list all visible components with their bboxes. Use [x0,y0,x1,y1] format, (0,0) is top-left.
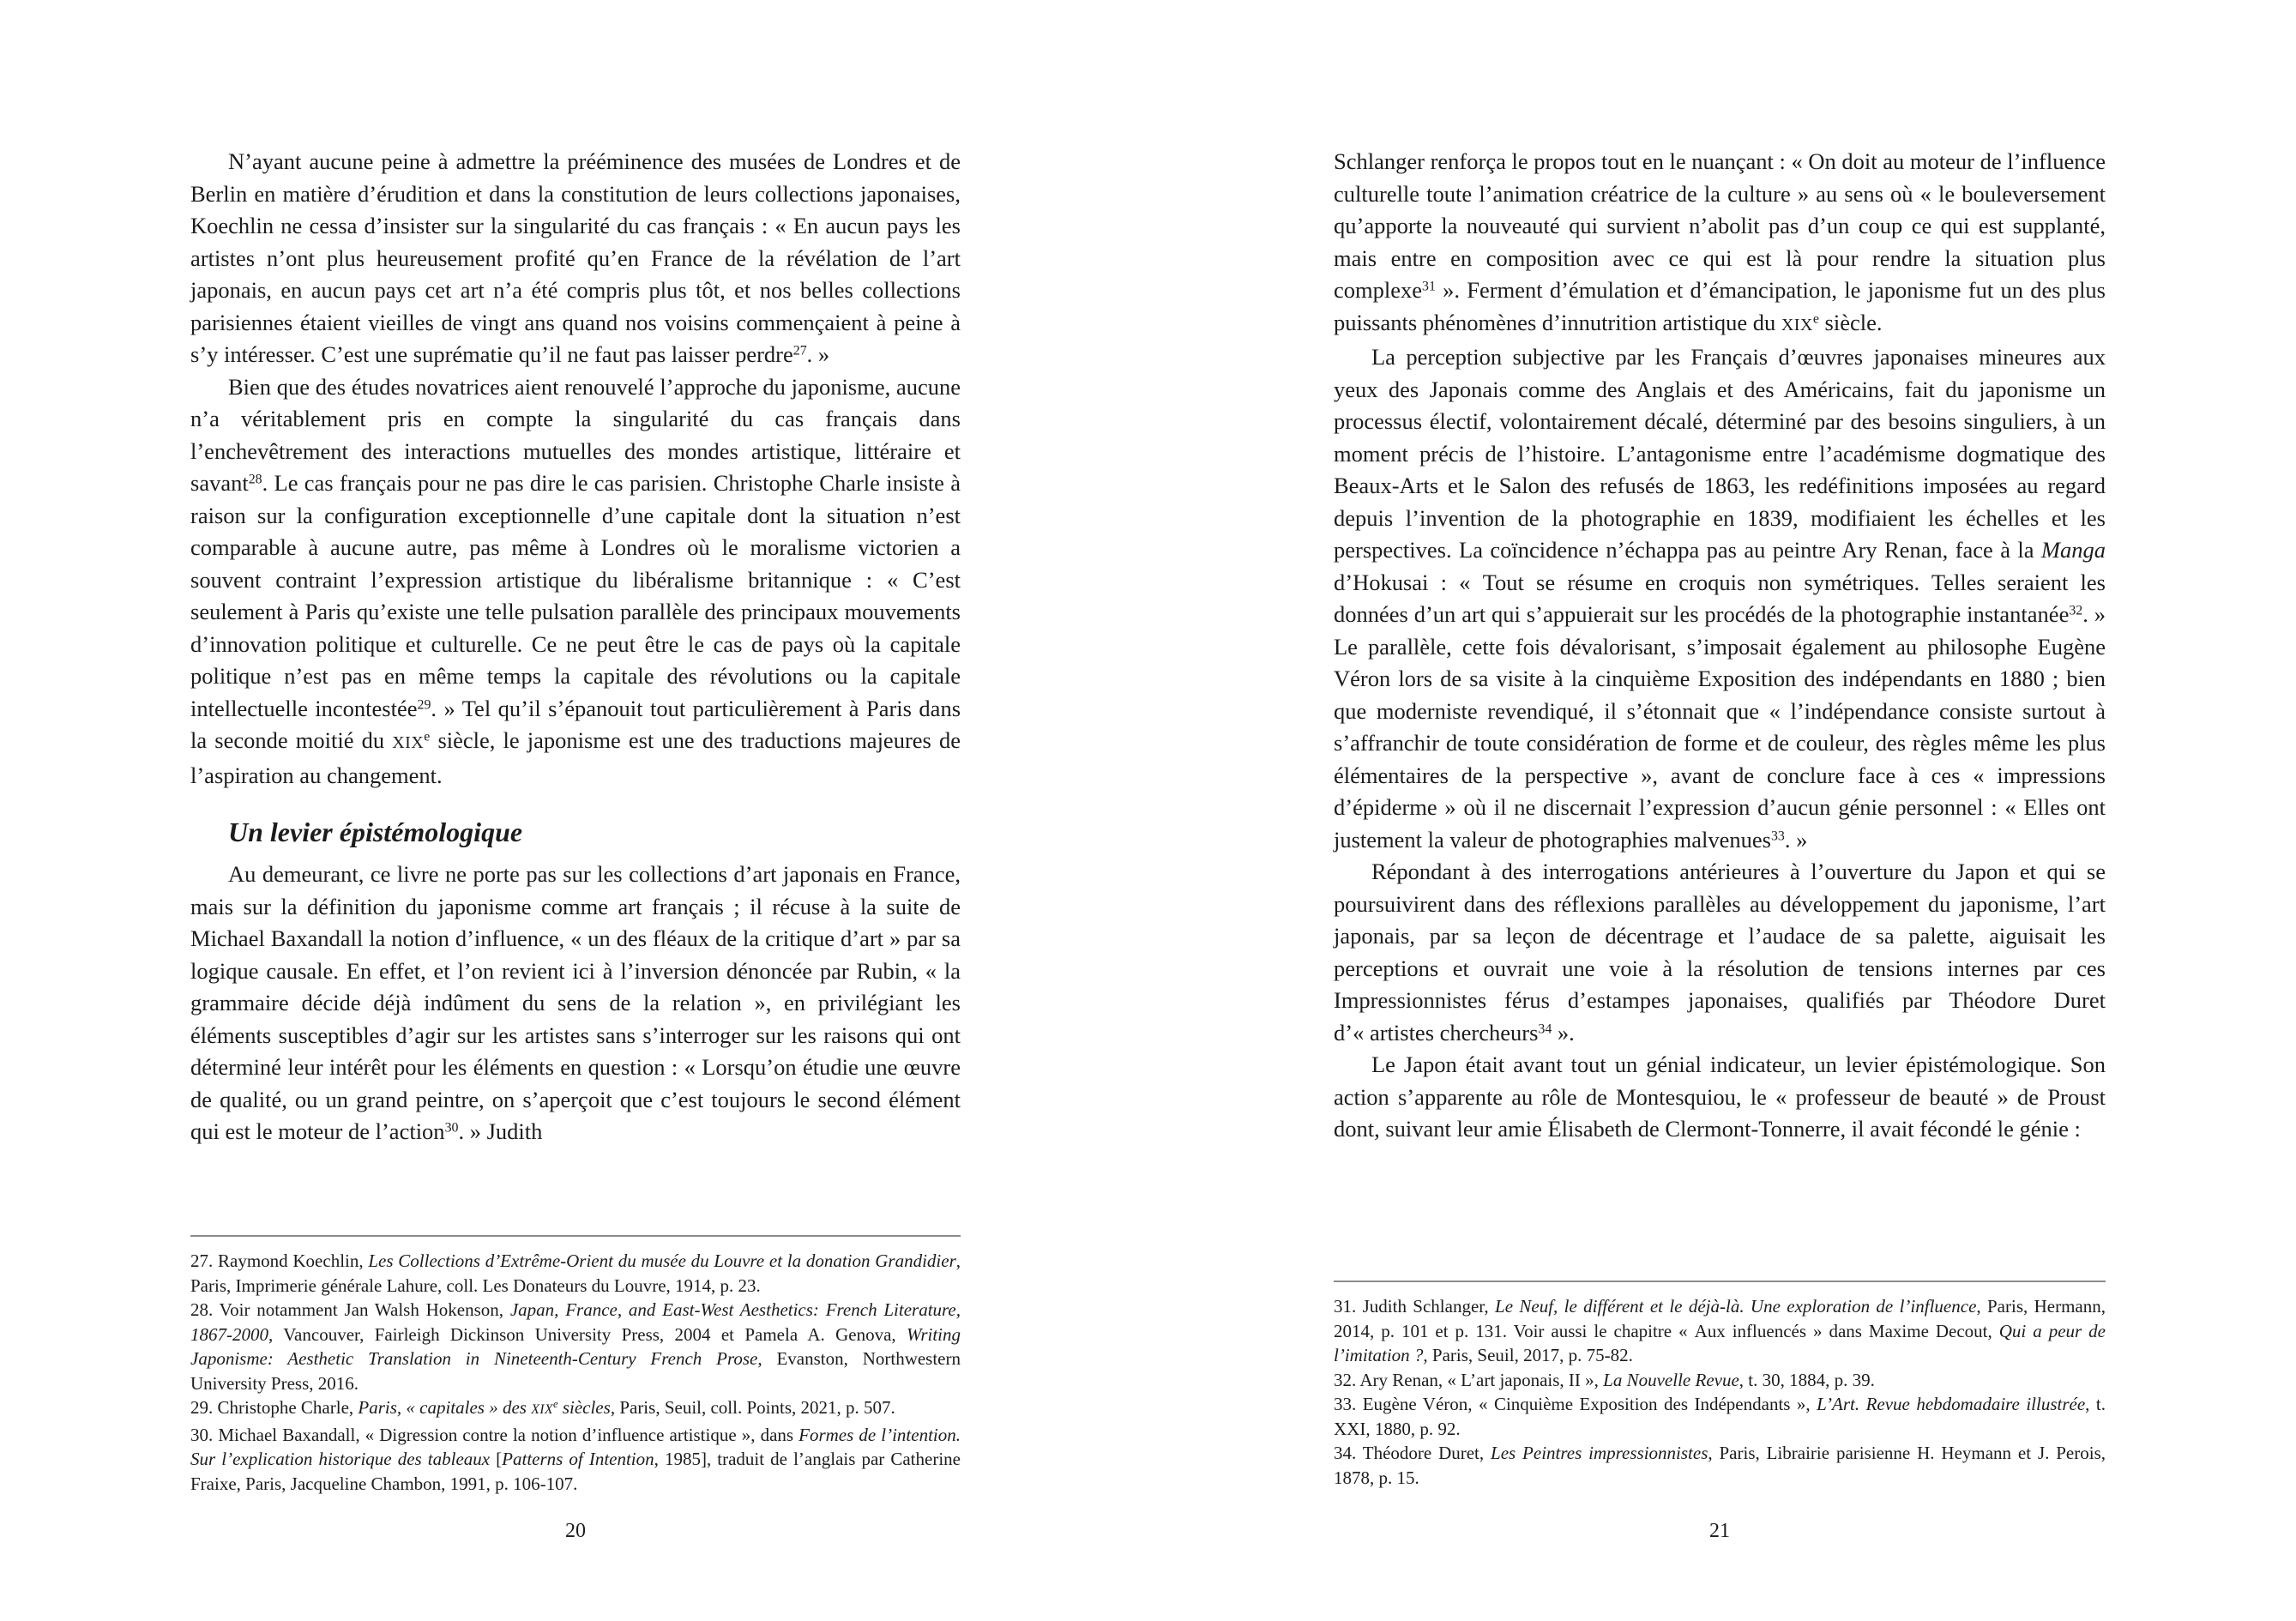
text-run: . » [1784,826,1808,853]
footnote-31 [1334,1294,2106,1368]
text-run: e [424,729,431,744]
page-right-text-block [1334,146,2106,1146]
page-left-text-block [190,146,961,1148]
text-run: 30. Michael Baxandall, « Digression contre la notion d’influence artistique », dans [190,1424,799,1445]
text-run: Japan, France, and East-West Aesthetics: French Literature, 1867-2000 [190,1299,961,1345]
paragraph [1334,146,2106,341]
footnote-29 [190,1395,961,1423]
text-run: . Le cas français pour ne pas dire le cas parisien. Christophe Charle insiste à raison sur la configuration exceptionnelle d’une capitale dont la situation n’est comparable à aucune autre, pas même à Londres où le moralisme victorien a souvent contraint l’expression artistique du libéralisme britannique : « C’est seulement à Paris qu’existe une telle pulsation parallèle des principaux mouvements d’innovation politique et culturelle. Ce ne peut être le cas de pays où la capitale politique n’est pas en même temps la capitale des révolutions ou la capitale intellectuelle incontestée [190,470,961,721]
text-run: 34 [1538,1021,1552,1036]
text-run: Paris, « capitales » des [358,1397,532,1418]
text-run: Schlanger renforça le propos tout en le nuançant : « On doit au moteur de l’influence culturelle toute l’animation créatrice de la culture » au sens où « le bouleversement qu’apporte la nouveauté qui survient n’abolit pas d’un coup ce qui est supplanté, mais entre en composition avec ce qui est là pour rendre la situation plus complexe [1334,148,2106,303]
text-run: ». Ferment d’émulation et d’émancipation, le japonisme fut un des plus puissants phénomènes d’innutrition artistique du [1334,277,2106,335]
paragraph [1334,341,2106,856]
text-run: , t. 30, 1884, p. 39. [1739,1369,1875,1390]
footnote-30 [190,1423,961,1497]
text-run: La Nouvelle Revue [1603,1369,1739,1390]
text-run: Bien que des études novatrices aient renouvelé l’approche du japonisme, aucune n’a véritablement pris en compte la singularité du cas français dans l’enchevêtrement des interactions mutuelles des mondes artistique, littéraire et savant [190,373,961,496]
text-run: ». [1552,1019,1575,1046]
text-run: L’Art. Revue hebdomadaire illustrée [1817,1394,2086,1414]
footnote-rule [190,1235,961,1237]
text-run: XIX [1781,315,1813,334]
text-run: . » [806,341,830,367]
text-run: 27 [792,343,807,359]
text-run: e [552,1398,558,1411]
text-run: , t. XXI, 1880, p. 92. [1334,1394,2106,1439]
text-run: Writing Japonisme: Aesthetic Translation in Nineteenth-Century French Prose [190,1323,961,1369]
text-run: 27. Raymond Koechlin, [190,1250,369,1271]
footnote-34 [1334,1441,2106,1490]
text-run: . » Tel qu’il s’épanouit tout particulièrement à Paris dans la seconde moitié du [190,695,961,753]
text-run: N’ayant aucune peine à admettre la prééminence des musées de Londres et de Berlin en matière d’érudition et dans la constitution de leurs collections japonaises, Koechlin ne cessa d’insister sur la singularité du cas français : « En aucun pays les artistes n’ont plus heureusement profité qu’en France de la révélation de l’art japonais, en aucun pays cet art n’a été compris plus tôt, et nos belles collections parisiennes étaient vieilles de vingt ans quand nos voisins commençaient à peine à s’y intéresser. C’est une suprématie qu’il ne faut pas laisser perdre [190,148,961,367]
text-run: Le Neuf, le différent et le déjà-là. Une exploration de l’influence [1495,1296,1977,1317]
text-run: Formes de l’intention. Sur l’explication historique des tableaux [190,1424,961,1469]
footnote-rule [1334,1281,2106,1282]
text-run: , Paris, Seuil, coll. Points, 2021, p. 507. [610,1397,895,1418]
text-run: 31. Judith Schlanger, [1334,1296,1496,1317]
text-run: 31 [1422,279,1436,294]
text-run: Patterns of Intention [502,1449,654,1469]
footnotes-right [1334,1281,2106,1490]
paragraph [190,859,961,1148]
text-run: , Vancouver, Fairleigh Dickinson University Press, 2004 et Pamela A. Genova, [268,1323,907,1345]
text-run: 32 [2069,603,2083,618]
text-run: , Evanston, Northwestern University Press, 2016. [190,1348,961,1394]
text-run: [ [490,1449,503,1469]
text-run: 33 [1770,828,1785,843]
text-run: Répondant à des interrogations antérieures à l’ouverture du Japon et qui se poursuivirent dans des réflexions parallèles au développement du japonisme, l’art japonais, par sa leçon de décentrage et l’audace de sa palette, aiguisait les perceptions et ouvrait une voie à la résolution de tensions internes par ces Impressionnistes férus d’estampes japonaises, qualifiés par Théodore Duret d’« artistes chercheurs [1334,859,2106,1046]
text-run: , Paris, Seuil, 2017, p. 75-82. [1423,1345,1633,1365]
text-run: Manga [2040,537,2106,563]
text-run: . » Le parallèle, cette fois dévalorisant, s’imposait également au philosophe Eugène Véron lors de sa visite à la cinquième Exposition des indépendants en 1880 ; bien que moderniste revendiqué, il s’étonnait que « l’indépendance consiste surtout à s’affranchir de toute considération de forme et de couleur, des règles même les plus élémentaires de la perspective », avant de conclure face à ces « impressions d’épiderme » où il ne discernait l’expression d’aucun génie personnel : « Elles ont justement la valeur de photographies malvenues [1334,601,2106,853]
text-run: , Paris, Hermann, 2014, p. 101 et p. 131. Voir aussi le chapitre « Aux influencés » dans Maxime Decout, [1334,1296,2106,1341]
page-left [190,0,961,1621]
paragraph [1334,856,2106,1049]
text-run: 29 [417,696,431,712]
paragraph [190,146,961,371]
page-right [1334,0,2106,1621]
text-run: 28. Voir notamment Jan Walsh Hokenson, [190,1299,510,1320]
text-run: Le Japon était avant tout un génial indicateur, un levier épistémologique. Son action s’apparente au rôle de Montesquiou, le « professeur de beauté » de Proust dont, suivant leur amie Élisabeth de Clermont-Tonnerre, il avait fécondé le génie : [1334,1052,2106,1142]
footnote-33 [1334,1392,2106,1441]
text-run: 29. Christophe Charle, [190,1397,359,1418]
footnotes-left [190,1235,961,1496]
paragraph [190,371,961,792]
text-run: siècle. [1818,309,1883,335]
text-run: , 1985], traduit de l’anglais par Catherine Fraixe, Paris, Jacqueline Chambon, 1991, p. 106-107. [190,1449,961,1494]
footnote-27 [190,1249,961,1298]
text-run: , Paris, Imprimerie générale Lahure, coll. Les Donateurs du Louvre, 1914, p. 23. [190,1250,961,1296]
text-run: d’Hokusai : « Tout se résume en croquis non symétriques. Telles seraient les données d’un art qui s’appuierait sur les procédés de la photographie instantanée [1334,569,2106,627]
text-run: siècles [557,1397,611,1418]
footnote-28 [190,1298,961,1395]
text-run: Les Peintres impressionnistes [1491,1443,1708,1463]
footnote-32 [1334,1368,2106,1393]
text-run: XIX [392,733,425,752]
text-run: 33. Eugène Véron, « Cinquième Exposition des Indépendants », [1334,1394,1817,1414]
page-number: 21 [1709,1520,1730,1542]
text-run: 30 [444,1120,459,1136]
text-run: 34. Théodore Duret, [1334,1443,1491,1463]
text-run: siècle, le japonisme est une des traductions majeures de l’aspiration au changement. [190,727,961,788]
text-run: Au demeurant, ce livre ne porte pas sur les collections d’art japonais en France, mais sur la définition du japonisme comme art français ; il récuse à la suite de Michael Baxandall la notion d’influence, « un des fléaux de la critique d’art » par sa logique causale. En effet, et l’on revient ici à l’inversion dénoncée par Rubin, « la grammaire décide déjà indûment du sens de la relation », en privilégiant les éléments susceptibles d’agir sur les artistes sans s’interroger sur les raisons qui ont déterminé leur intérêt pour les éléments en question : « Lorsqu’on étudie une œuvre de qualité, ou un grand peintre, on s’aperçoit que c’est toujours le second élément qui est le moteur de l’action [190,861,961,1144]
text-run: La perception subjective par les Français d’œuvres japonaises mineures aux yeux des Japonais comme des Anglais et des Américains, fait du japonisme un processus électif, volontairement décalé, déterminé par des besoins singuliers, à un moment précis de l’histoire. L’antagonisme entre l’académisme dogmatique des Beaux-Arts et le Salon des refusés de 1863, les redéfinitions imposées au regard depuis l’invention de la photographie en 1839, modifiaient les échelles et les perspectives. La coïncidence n’échappa pas au peintre Ary Renan, face à la [1334,344,2106,563]
text-run: Les Collections d’Extrême-Orient du musée du Louvre et la donation Grandidier [368,1250,956,1271]
section-heading: Un levier épistémologique [228,817,523,847]
text-run: 28 [248,472,262,487]
text-run: Qui a peur de l’imitation ? [1334,1320,2106,1365]
paragraph [1334,1049,2106,1146]
text-run: 32. Ary Renan, « L’art japonais, II », [1334,1369,1604,1390]
text-run: e [1812,310,1819,326]
text-run: . » Judith [458,1118,543,1144]
text-run: , Paris, Librairie parisienne H. Heymann et J. Perois, 1878, p. 15. [1334,1443,2106,1488]
page-number: 20 [565,1520,586,1542]
text-run: XIX [531,1402,553,1417]
